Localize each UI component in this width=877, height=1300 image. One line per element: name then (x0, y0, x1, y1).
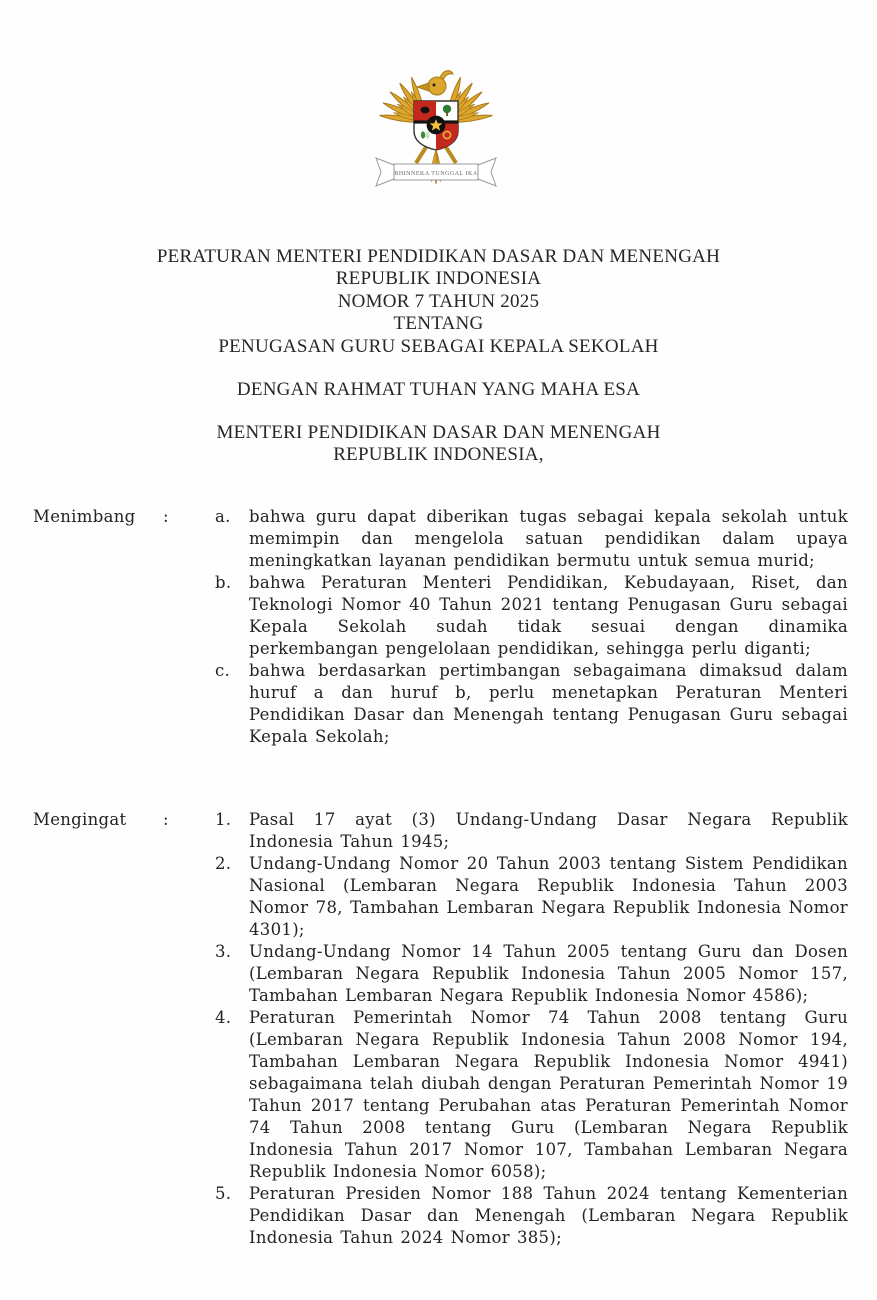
emblem-motto-text: BHINNEKA TUNGGAL IKA (394, 171, 478, 177)
list-item-5 (215, 1183, 848, 1249)
list-item-b (215, 572, 848, 660)
list-item-c (215, 660, 848, 748)
section-label-mengingat: Mengingat (33, 810, 127, 829)
title-line-regulation: PERATURAN MENTERI PENDIDIKAN DASAR DAN MENENGAH (156, 246, 721, 267)
item-marker: 2. (215, 854, 232, 873)
garuda-head (428, 77, 446, 95)
item-marker: c. (215, 661, 231, 680)
invocation-line: DENGAN RAHMAT TUHAN YANG MAHA ESA (236, 379, 641, 400)
item-marker: a. (215, 507, 231, 526)
section-colon: : (163, 507, 169, 526)
list-item-a (215, 506, 848, 572)
list-item-1 (215, 809, 848, 853)
item-marker: 4. (215, 1008, 232, 1027)
item-text: Undang-Undang Nomor 20 Tahun 2003 tentang Sistem Pendidikan Nasional (Lembaran Negara Republik Indonesia Tahun 2003 Nomor 78, Tambahan Lembaran Negara Republik Indonesia Nomor 4301); (249, 854, 848, 939)
title-line-number: NOMOR 7 TAHUN 2025 (337, 290, 540, 312)
authority-line-republic: REPUBLIK INDONESIA, (333, 444, 544, 466)
item-text: Undang-Undang Nomor 14 Tahun 2005 tentang Guru dan Dosen (Lembaran Negara Republik Indonesia Tahun 2005 Nomor 157, Tambahan Lembaran Negara Republik Indonesia Nomor 4586); (249, 942, 848, 1005)
item-text: bahwa guru dapat diberikan tugas sebagai kepala sekolah untuk memimpin dan mengelola satuan pendidikan dalam upaya meningkatkan layanan pendidikan bermutu untuk semua murid; (249, 507, 848, 570)
item-text: Peraturan Pemerintah Nomor 74 Tahun 2008 tentang Guru (Lembaran Negara Republik Indonesia Tahun 2008 Nomor 194, Tambahan Lembaran Negara Republik Indonesia Nomor 4941) sebagaimana telah diubah dengan Peraturan Pemerintah Nomor 19 Tahun 2017 tentang Perubahan atas Peraturan Pemerintah Nomor 74 Tahun 2008 tentang Guru (Lembaran Negara Republik Indonesia Tahun 2017 Nomor 107, Tambahan Lembaran Negara Republik Indonesia Nomor 6058); (249, 1008, 848, 1181)
section-menimbang (33, 506, 848, 748)
item-marker: 5. (215, 1184, 232, 1203)
item-text: Peraturan Presiden Nomor 188 Tahun 2024 tentang Kementerian Pendidikan Dasar dan Menengah (Lembaran Negara Republik Indonesia Tahun 2024 Nomor 385); (249, 1184, 848, 1247)
menimbang-items (215, 506, 848, 748)
item-text: bahwa Peraturan Menteri Pendidikan, Kebudayaan, Riset, dan Teknologi Nomor 40 Tahun 2021 tentang Penugasan Guru sebagai Kepala Sekolah sudah tidak sesuai dengan dinamika perkembangan pengelolaan pendidikan, sehingga perlu diganti; (249, 573, 848, 658)
item-marker: 3. (215, 942, 232, 961)
garuda-eye (433, 84, 436, 87)
pancasila-shield (414, 101, 458, 150)
item-text: bahwa berdasarkan pertimbangan sebagaimana dimaksud dalam huruf a dan huruf b, perlu menetapkan Peraturan Menteri Pendidikan Dasar dan Menengah tentang Penugasan Guru sebagai Kepala Sekolah; (249, 661, 848, 746)
item-marker: 1. (215, 810, 232, 829)
list-item-2 (215, 853, 848, 941)
section-label-menimbang: Menimbang (33, 507, 136, 526)
authority-block (0, 422, 877, 467)
list-item-3 (215, 941, 848, 1007)
authority-line-minister: MENTERI PENDIDIKAN DASAR DAN MENENGAH (216, 422, 661, 443)
garuda-pancasila-emblem (370, 60, 502, 192)
document-title (0, 246, 877, 358)
section-mengingat (33, 809, 848, 1249)
mengingat-items (215, 809, 848, 1249)
section-colon: : (163, 810, 169, 829)
item-marker: b. (215, 573, 232, 592)
item-text: Pasal 17 ayat (3) Undang-Undang Dasar Negara Republik Indonesia Tahun 1945; (249, 810, 848, 851)
list-item-4 (215, 1007, 848, 1183)
title-line-republic: REPUBLIK INDONESIA (335, 268, 542, 290)
title-line-tentang: TENTANG (393, 313, 484, 335)
title-line-subject: PENUGASAN GURU SEBAGAI KEPALA SEKOLAH (218, 335, 659, 357)
garuda-beak (417, 83, 429, 91)
